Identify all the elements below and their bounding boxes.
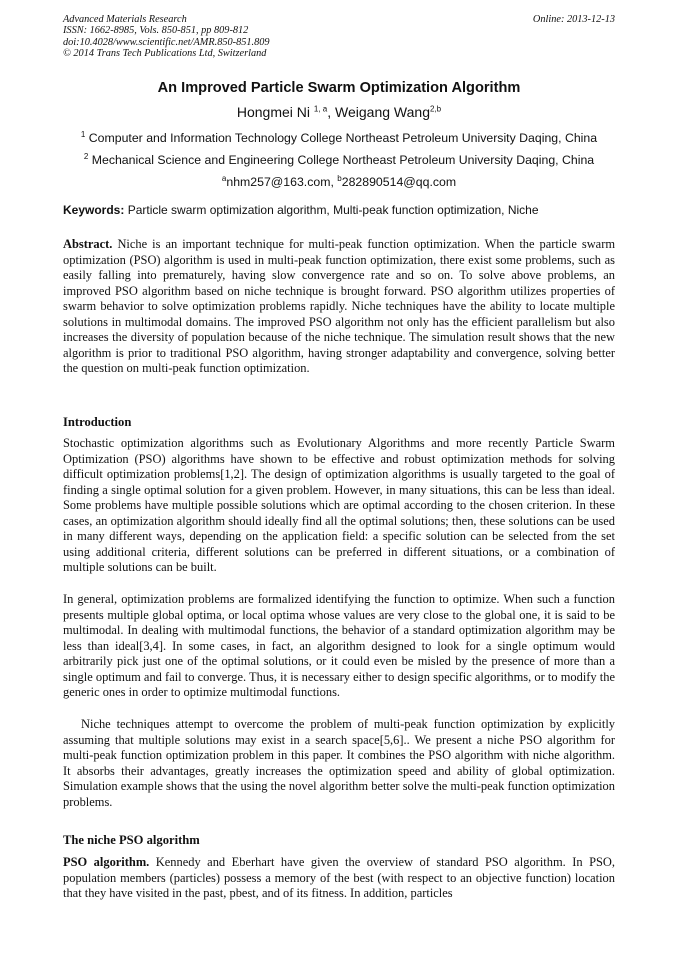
keywords [63,203,615,217]
pso-label: PSO algorithm. [63,855,150,869]
author-2-affil-sup: 2,b [429,104,442,114]
paper-title: An Improved Particle Swarm Optimization Algorithm [157,80,521,96]
affiliation-2-text: Mechanical Science and Engineering College Northeast Petroleum University Daqing, China [91,153,595,167]
email-a: nhm257@163.com, [226,175,338,189]
intro-paragraph-3: Niche techniques attempt to overcome the problem of multi-peak function optimization by explicitly assuming that multiple solutions may exist in a search space[5,6].. We present a niche PSO algorithm for multi-peak function optimization problem in this paper. It combines the PSO algorithm with niche algorithm. It absorbs their advantages, greatly increases the optimization speed and ability of global optimization. Simulation example shows that the using the novel algorithm better solve the multi-peak function optimization problems. [63,717,615,809]
online-date: Online: 2013-12-13 [532,14,615,25]
affiliation-1-text: Computer and Information Technology College Northeast Petroleum University Daqing, China [88,131,598,145]
journal-name: Advanced Materials Research [63,14,187,25]
affiliation-1 [63,131,615,145]
intro-paragraph-2: In general, optimization problems are formalized identifying the function to optimize. When such a function presents multiple global optima, or local optima whose values are very close to the global one, it is said to be multimodal. In dealing with multimodal functions, the behavior of a standard optimization algorithm may be less than ideal[3,4]. In some cases, in fact, an algorithm designed to look for a single optimum would arbitrarily pick just one of the optimal solutions, or it could even be misled by the presence of more than a single optimum and fail to converge. Thus, it is necessary either to design specific algorithms, or to modify the generic ones in order to optimize multimodal functions. [63,592,615,700]
author-1-affil-sup: 1, a [313,104,328,114]
issn-line: ISSN: 1662-8985, Vols. 850-851, pp 809-812 [63,25,249,37]
pso-text: Kennedy and Eberhart have given the overview of standard PSO algorithm. In PSO, population members (particles) possess a memory of the best (with respect to an objective function) location that they have visited in the past, pbest, and of its fitness. In addition, particles [63,855,615,901]
affiliation-1-num: 1 [80,129,86,139]
email-b-sup: b [337,173,342,183]
affiliation-2 [63,153,615,167]
niche-pso-heading: The niche PSO algorithm [63,833,200,847]
abstract-text: Niche is an important technique for multi-peak function optimization. When the particle swarm optimization (PSO) algorithm is used in multi-peak function optimization, there exist some problems, such as easily falling into prematurely, having slow convergence rate and so on. To solve above problems, an improved PSO algorithm based on niche technique is brought forward. PSO algorithm utilizes properties of swarm behavior to solve optimization problems rapidly. Niche techniques have the ability to locate multiple solutions in multimodal domains. The improved PSO algorithm not only has the efficient parallelism but also increases the diversity of population because of the niche technique. The simulation result shows that the new algorithm is prior to traditional PSO algorithm, having stronger adaptability and convergence, solving better the question on multi-peak function optimization. [63,237,616,376]
author-1-name: Hongmei Ni [236,104,311,120]
keywords-label: Keywords: [63,203,125,217]
copyright-line: © 2014 Trans Tech Publications Ltd, Switzerland [63,48,267,60]
abstract-label: Abstract. [63,237,113,251]
author-2-name: Weigang Wang [335,104,430,120]
pso-paragraph [63,855,615,902]
journal-header [63,14,615,60]
introduction-heading: Introduction [63,415,132,429]
author-line [63,104,615,120]
keywords-text: Particle swarm optimization algorithm, Multi-peak function optimization, Niche [127,203,539,217]
email-a-sup: a [221,173,227,183]
affiliation-2-num: 2 [83,151,89,161]
author-separator: , [327,104,336,120]
author-emails [63,175,615,189]
abstract [63,237,615,377]
intro-paragraph-1: Stochastic optimization algorithms such as Evolutionary Algorithms and more recently Particle Swarm Optimization (PSO) algorithms have shown to be effective and robust optimization methods for solving difficult optimization problems[1,2]. The design of optimization algorithms is usually targeted to the goal of finding a single optimal solution for a given problem. However, in many situations, this can be less than ideal. Some problems have multiple possible solutions which are optimal according to the chosen criterion. In these cases, an optimization algorithm should ideally find all the optimal solutions; then, these solutions can be used in many different ways, depending on the application field: a specific solution can be selected from the set using additional criteria, different solutions can be preferred in different situations, or a combination of multiple solutions can be built. [63,436,615,575]
email-b: 282890514@qq.com [341,175,457,189]
doi-line: doi:10.4028/www.scientific.net/AMR.850-851.809 [63,36,270,48]
